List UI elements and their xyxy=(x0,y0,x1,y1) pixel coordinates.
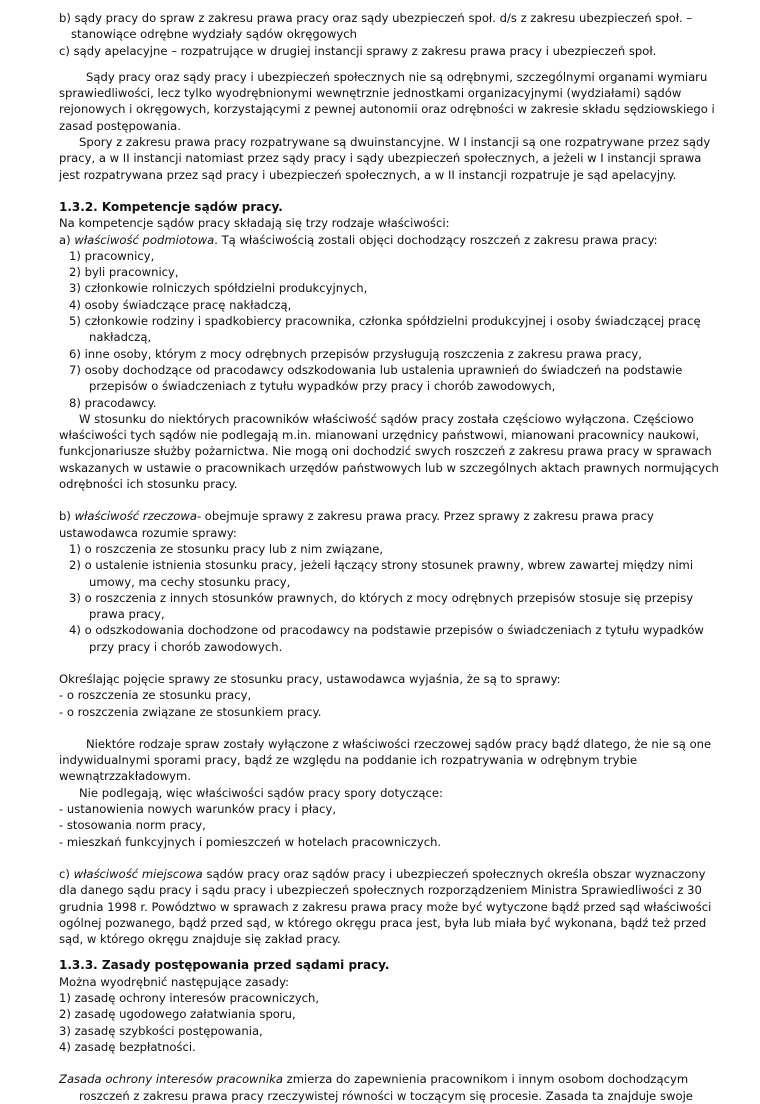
list-subject-matter xyxy=(59,541,719,655)
court-type-b: b) sądy pracy do spraw z zakresu prawa pracy oraz sądy ubezpieczeń społ. d/s z zakresu ubezpieczeń społ. – stanowiące odrębne wydziały sądów okręgowych xyxy=(59,11,693,42)
list-item: - o roszczenia związane ze stosunkiem pracy. xyxy=(59,704,322,719)
term-protection-principle: Zasada ochrony interesów pracownika xyxy=(59,1072,283,1087)
list-item: 2) byli pracownicy, xyxy=(69,265,179,280)
term-local-competence: właściwość miejscowa xyxy=(73,866,203,881)
list-item: 2) zasadę ugodowego załatwiania sporu, xyxy=(59,1007,296,1022)
paragraph-exclusions: W stosunku do niektórych pracowników właściwość sądów pracy została częściowo wyłączona. Częściowo właściwości tych sądów nie podlegają m.in. mianowani urzędnicy państwowi, mianowani pracownicy naukowi, funkcjonariusze służby pożarnictwa. Nie mogą oni dochodzić swych roszczeń z zakresu prawa pracy w sprawach wskazanych w ustawie o pracownikach urzędów państwowych lub w szczególnych aktach prawnych normujących odrębności ich stosunku pracy. xyxy=(59,411,719,492)
competence-c: c) właściwość miejscowa sądów pracy oraz sądów pracy i ubezpieczeń społecznych określa obszar wyznaczony dla danego sądu pracy i sądu pracy i ubezpieczeń społecznych rozporządzeniem Ministra Sprawiedliwości z 30 grudnia 1998 r. Powództwo w sprawach z zakresu prawa pracy może być wytyczone bądź przed sąd właściwości ogólnej pozwanego, bądź przed sąd, w którego okręgu praca jest, była lub miała być wykonana, bądź też przed sąd, w którego okręgu znajduje się zakład pracy. xyxy=(59,866,712,947)
court-type-c: c) sądy apelacyjne – rozpatrujące w drugiej instancji sprawy z zakresu prawa pracy i ubezpieczeń społ. xyxy=(59,43,657,58)
list-item: 1) pracownicy, xyxy=(69,248,155,263)
list-item: 6) inne osoby, którym z mocy odrębnych przepisów przysługują roszczenia z zakresu prawa pracy, xyxy=(69,346,642,361)
list-item: - ustanowienia nowych warunków pracy i płacy, xyxy=(59,802,337,817)
paragraph-excluded-cases: Niektóre rodzaje spraw zostały wyłączone z właściwości rzeczowej sądów pracy bądź dlatego, że nie są one indywidualnymi sporami pracy, bądź ze względu na poddanie ich rozpatrywania w odrębnym trybie wewnątrzzakładowym. xyxy=(59,736,712,784)
term-subject-competence: właściwość podmiotowa xyxy=(74,232,215,247)
list-item: 2) o ustalenie istnienia stosunku pracy, jeżeli łączący strony stosunek prawny, wbrew zawartej między nimi umowy, ma cechy stosunku pracy, xyxy=(69,558,694,589)
document-page xyxy=(59,10,719,1104)
paragraph-courts-nature: Sądy pracy oraz sądy pracy i ubezpieczeń społecznych nie są odrębnymi, szczególnymi organami wymiaru sprawiedliwości, lecz tylko wyodrębnionymi wewnętrznie jednostkami organizacyjnymi (wydziałami) sądów rejonowych i okręgowych, korzystającymi z pewnej autonomii oraz odrębności w zakresie składu sędziowskiego i zasad postępowania. xyxy=(59,69,715,133)
list-item: 4) o odszkodowania dochodzone od pracodawcy na podstawie przepisów o świadczeniach z tytułu wypadków przy pracy i chorób zawodowych. xyxy=(69,623,704,654)
paragraph-protection-principle: Zasada ochrony interesów pracownika zmierza do zapewnienia pracownikom i innym osobom dochodzącym roszczeń z zakresu prawa pracy rzeczywistej równości w toczącym się procesie. Zasada ta znajduje swoje xyxy=(59,1072,693,1103)
excluded-intro: Nie podlegają, więc właściwości sądów pracy spory dotyczące: xyxy=(79,785,443,800)
principles-intro: Można wyodrębnić następujące zasady: xyxy=(59,974,290,989)
list-item: - o roszczenia ze stosunku pracy, xyxy=(59,688,252,703)
list-item: 7) osoby dochodzące od pracodawcy odszkodowania lub ustalenia uprawnień do świadczeń na podstawie przepisów o świadczeniach z tytułu wypadków przy pracy i chorób zawodowych, xyxy=(69,362,683,394)
list-item: 1) o roszczenia ze stosunku pracy lub z nim związane, xyxy=(69,541,384,556)
list-item: 3) o roszczenia z innych stosunków prawnych, do których z mocy odrębnych przepisów stosuje się przepisy prawa pracy, xyxy=(69,590,694,622)
section-heading-1-3-2: 1.3.2. Kompetencje sądów pracy. xyxy=(59,199,283,214)
list-item: 3) zasadę szybkości postępowania, xyxy=(59,1023,263,1038)
list-item: - stosowania norm pracy, xyxy=(59,818,206,833)
list-item: 4) zasadę bezpłatności. xyxy=(59,1039,196,1054)
competence-b: b) właściwość rzeczowa- obejmuje sprawy z zakresu prawa pracy. Przez sprawy z zakresu prawa pracy ustawodawca rozumie sprawy: xyxy=(59,509,654,540)
list-item: 1) zasadę ochrony interesów pracowniczych, xyxy=(59,991,320,1006)
term-subject-matter: właściwość rzeczowa xyxy=(74,509,197,524)
competence-a: a) właściwość podmiotowa. Tą właściwością zostali objęci dochodzący roszczeń z zakresu prawa pracy: xyxy=(59,232,658,247)
section-heading-1-3-3: 1.3.3. Zasady postępowania przed sądami pracy. xyxy=(59,958,390,973)
paragraph-two-instances: Spory z zakresu prawa pracy rozpatrywane są dwuinstancyjne. W I instancji są one rozpatrywane przez sądy pracy, a w II instancji natomiast przez sądy pracy i sądy ubezpieczeń społecznych, a jeżeli w I instancji sprawa jest rozpatrywana przez sąd pracy i ubezpieczeń społecznych, a w II instancji rozpatruje je sąd apelacyjny. xyxy=(59,135,711,182)
list-item: 8) pracodawcy. xyxy=(69,395,157,410)
list-item: - mieszkań funkcyjnych i pomieszczeń w hotelach pracowniczych. xyxy=(59,834,442,849)
definition-intro: Określając pojęcie sprawy ze stosunku pracy, ustawodawca wyjaśnia, że są to sprawy: xyxy=(59,671,561,686)
list-item: 4) osoby świadczące pracę nakładczą, xyxy=(69,297,292,312)
list-subject-competence xyxy=(59,248,719,411)
list-item: 5) członkowie rodziny i spadkobiercy pracownika, członka spółdzielni produkcyjnej i osoby świadczącej pracę nakładczą, xyxy=(69,314,701,345)
list-item: 3) członkowie rolniczych spółdzielni produkcyjnych, xyxy=(69,281,368,296)
competence-intro: Na kompetencje sądów pracy składają się trzy rodzaje właściwości: xyxy=(59,216,450,231)
